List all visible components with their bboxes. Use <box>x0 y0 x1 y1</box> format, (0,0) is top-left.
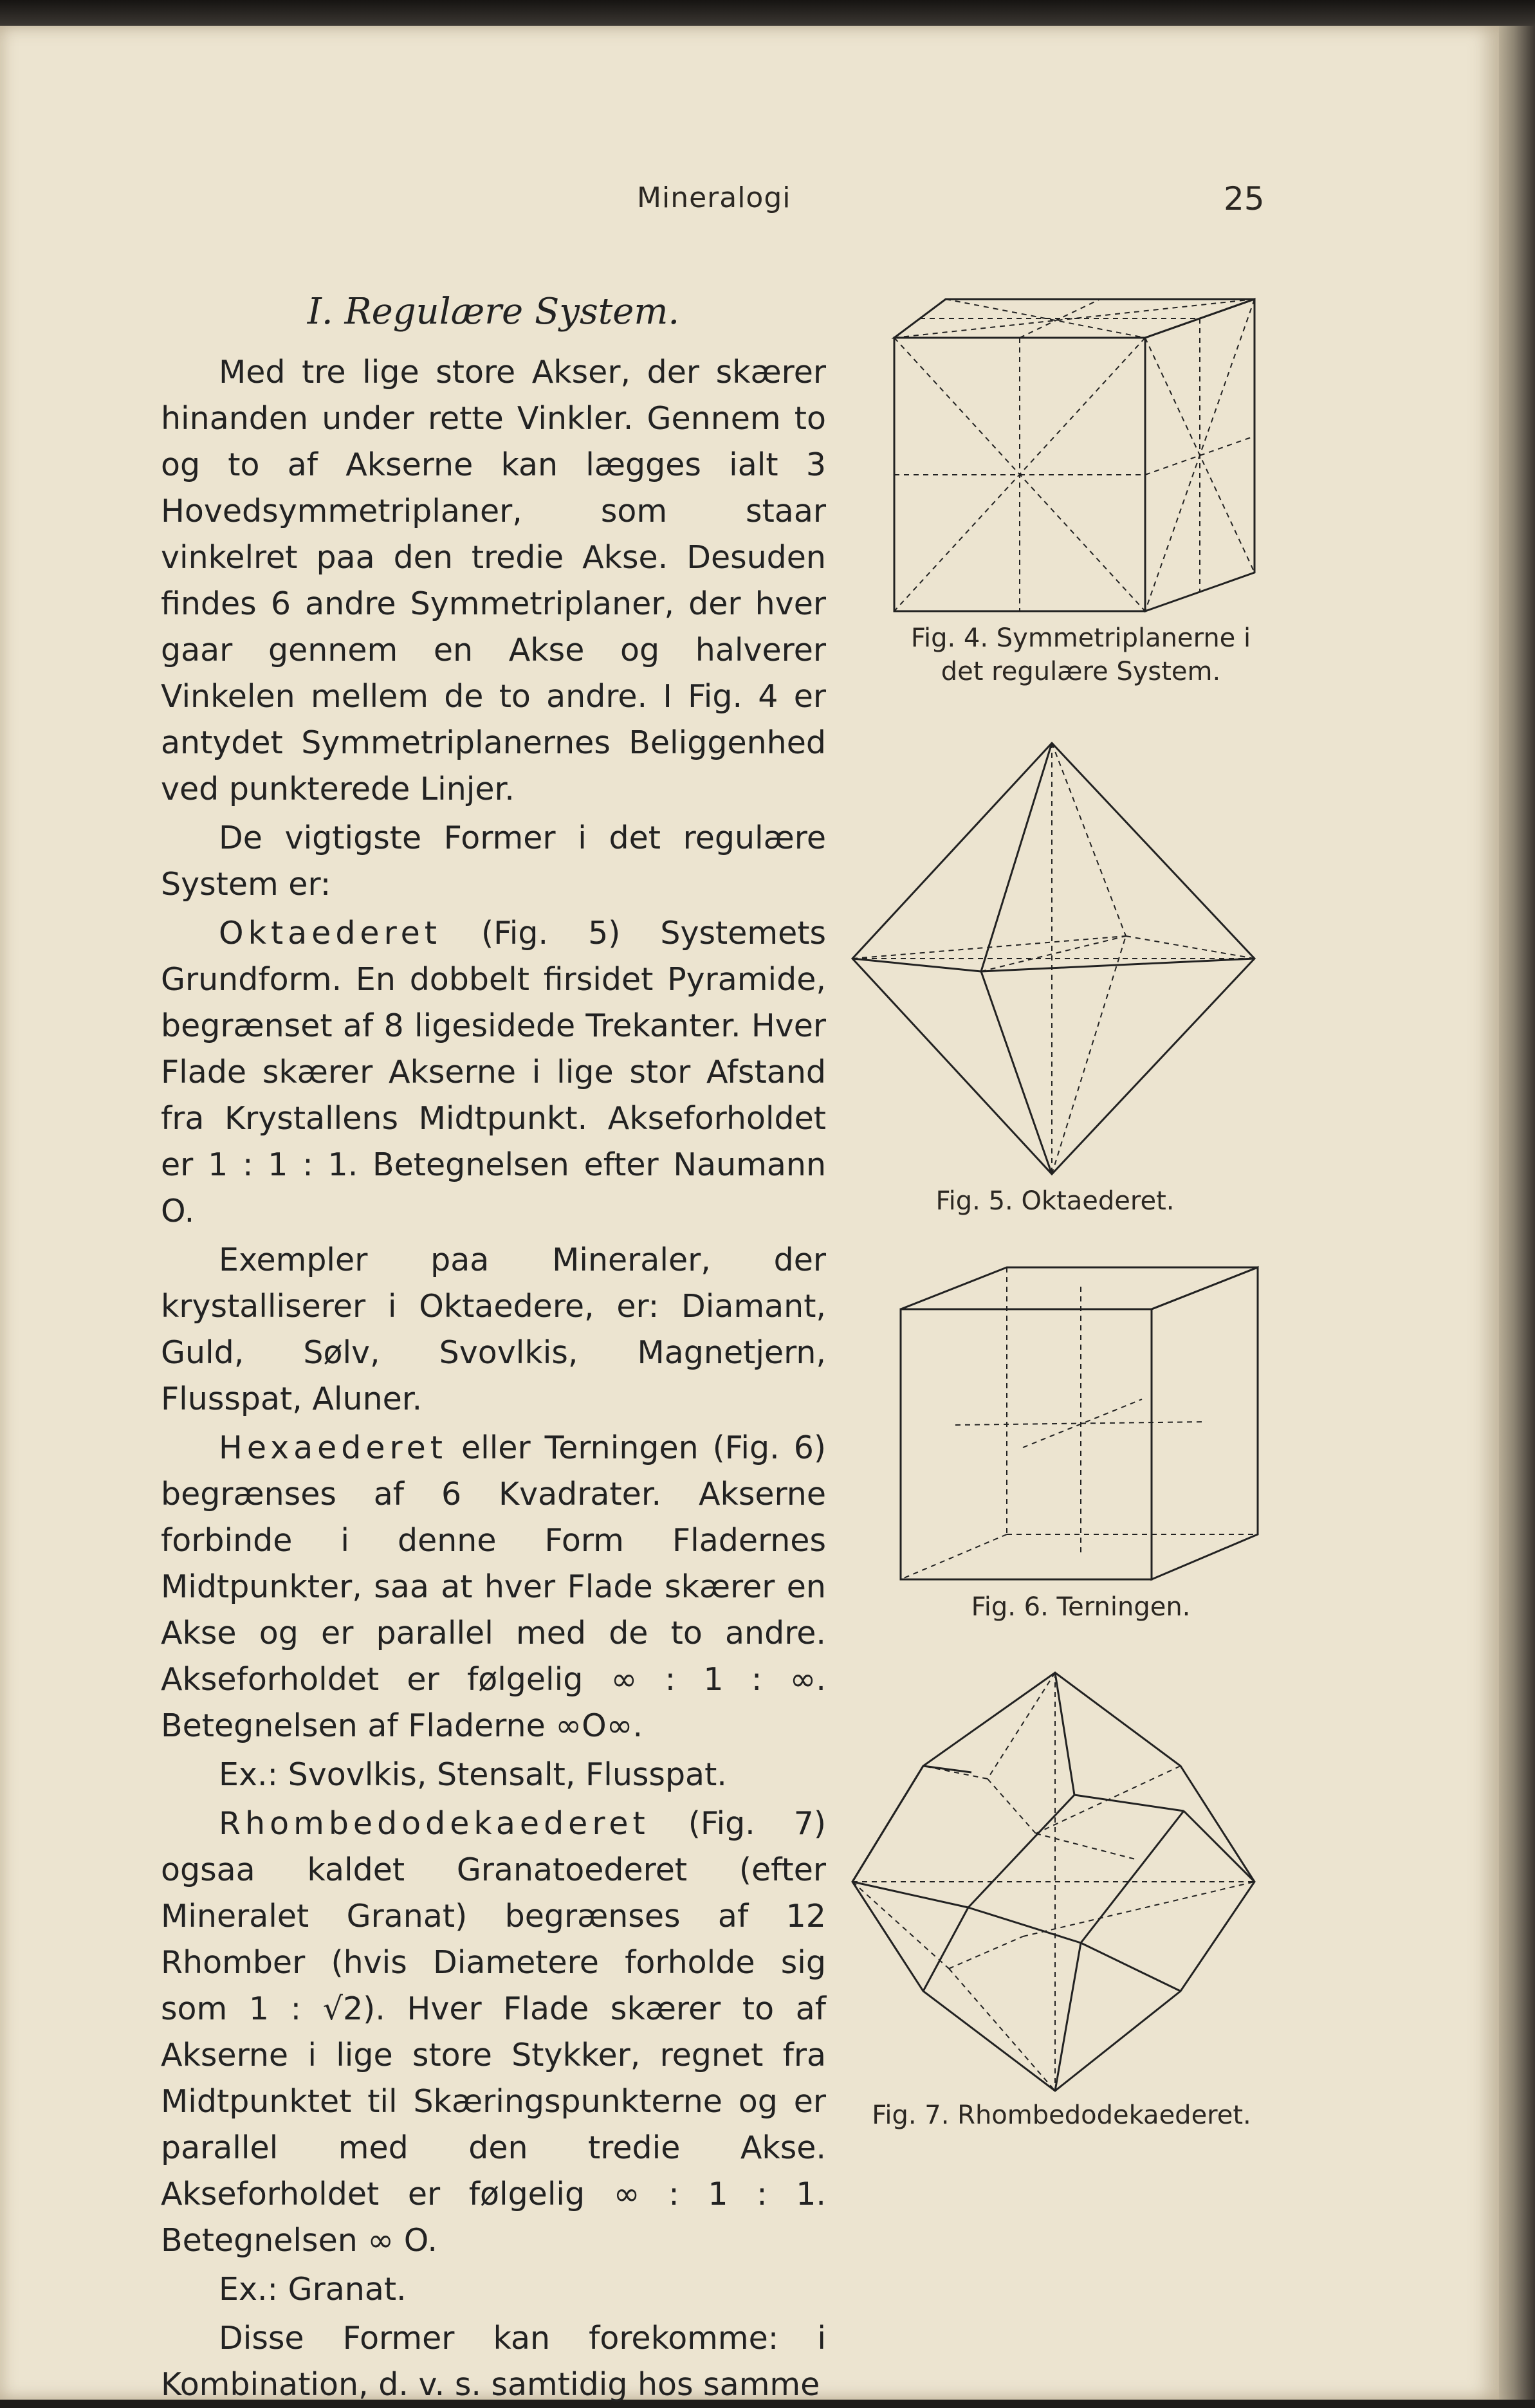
paragraph <box>161 1801 826 2264</box>
term-rhombedodekaederet: Rhombedodekaederet <box>219 1805 650 1842</box>
paragraph <box>161 1237 826 1422</box>
paragraph-text: Disse Former kan forekomme: i Kombination, d. v. s. samtidig hos samme <box>161 2320 826 2403</box>
figure-caption: Fig. 7. Rhombedodekaederet. <box>872 2100 1251 2130</box>
figure-6 <box>894 1261 1267 1624</box>
book-binding-top <box>0 0 1535 26</box>
paragraph-text: De vigtigste Former i det regulære System er: <box>161 820 826 903</box>
paragraph-text: Med tre lige store Akser, der skærer hinanden under rette Vinkler. Gennem to og to af Akserne kan lægges ialt 3 Hovedsymmetriplaner, som staar vinkelret paa den tredie Akse. Desuden findes 6 andre Symmetriplaner, der hver gaar gennem en Akse og halverer Vinkelen mellem de to andre. I Fig. 4 er antydet Symmetriplanernes Beliggenhed ved punkterede Linjer. <box>161 354 826 807</box>
figure-7 <box>843 1666 1280 2132</box>
section-heading: I. Regulære System. <box>307 291 680 333</box>
paragraph-text: Ex.: Granat. <box>219 2271 407 2308</box>
figure-caption: Fig. 5. Oktaederet. <box>935 1186 1175 1216</box>
paragraph <box>161 815 826 908</box>
body-text <box>161 286 826 2408</box>
paragraph <box>161 349 826 813</box>
cube-symmetry-planes-diagram <box>888 290 1274 624</box>
paragraph <box>161 1752 826 1798</box>
rhombic-dodecahedron-diagram <box>843 1666 1280 2097</box>
term-oktaederet: Oktaederet <box>219 915 442 951</box>
paragraph-text: (Fig. 7) ogsaa kaldet Granatoederet (efter Mineralet Granat) begrænses af 12 Rhomber (hvis Diametere forholde sig som 1 : √2). Hver Flade skærer to af Akserne i lige store Stykker, regnet fra Midtpunktet til Skæringspunkterne og er parallel med den tredie Akse. Akseforholdet er følgelig ∞ : 1 : 1. Betegnelsen ∞ O. <box>161 1805 826 2259</box>
figure-caption: Fig. 6. Terningen. <box>971 1592 1191 1622</box>
page-number: 25 <box>1224 180 1265 217</box>
paragraph <box>161 2315 826 2408</box>
paragraph <box>161 910 826 1235</box>
cube-diagram <box>894 1261 1267 1589</box>
page-edge <box>1499 26 1535 2400</box>
term-hexaederet: Hexaederet <box>219 1429 447 1466</box>
figure-5 <box>843 737 1267 1218</box>
paragraph-text: eller Terningen (Fig. 6) begrænses af 6 Kvadrater. Akserne forbinde i denne Form Fladernes Midtpunkter, saa at hver Flade skærer en Akse og er parallel med de to andre. Akseforholdet er følgelig ∞ : 1 : ∞. Betegnelsen af Fladerne ∞O∞. <box>161 1429 826 1744</box>
figure-caption: Fig. 4. Symmetriplanerne i det regulære System. <box>910 623 1251 686</box>
paragraph-text: Exempler paa Mineraler, der krystalliserer i Oktaedere, er: Diamant, Guld, Sølv, Svovlkis, Magnetjern, Flusspat, Aluner. <box>161 1242 826 1417</box>
paragraph-text: (Fig. 5) Systemets Grundform. En dobbelt firsidet Pyramide, begrænset af 8 ligesidede Trekanter. Hver Flade skærer Akserne i lige stor Afstand fra Krystallens Midtpunkt. Akseforholdet er 1 : 1 : 1. Betegnelsen efter Naumann O. <box>161 915 826 1229</box>
running-header: Mineralogi <box>637 181 791 214</box>
paragraph <box>161 2266 826 2313</box>
octahedron-diagram <box>843 737 1267 1187</box>
figure-4 <box>888 290 1274 688</box>
paragraph <box>161 1425 826 1749</box>
paragraph-text: Ex.: Svovlkis, Stensalt, Flusspat. <box>219 1756 727 1793</box>
